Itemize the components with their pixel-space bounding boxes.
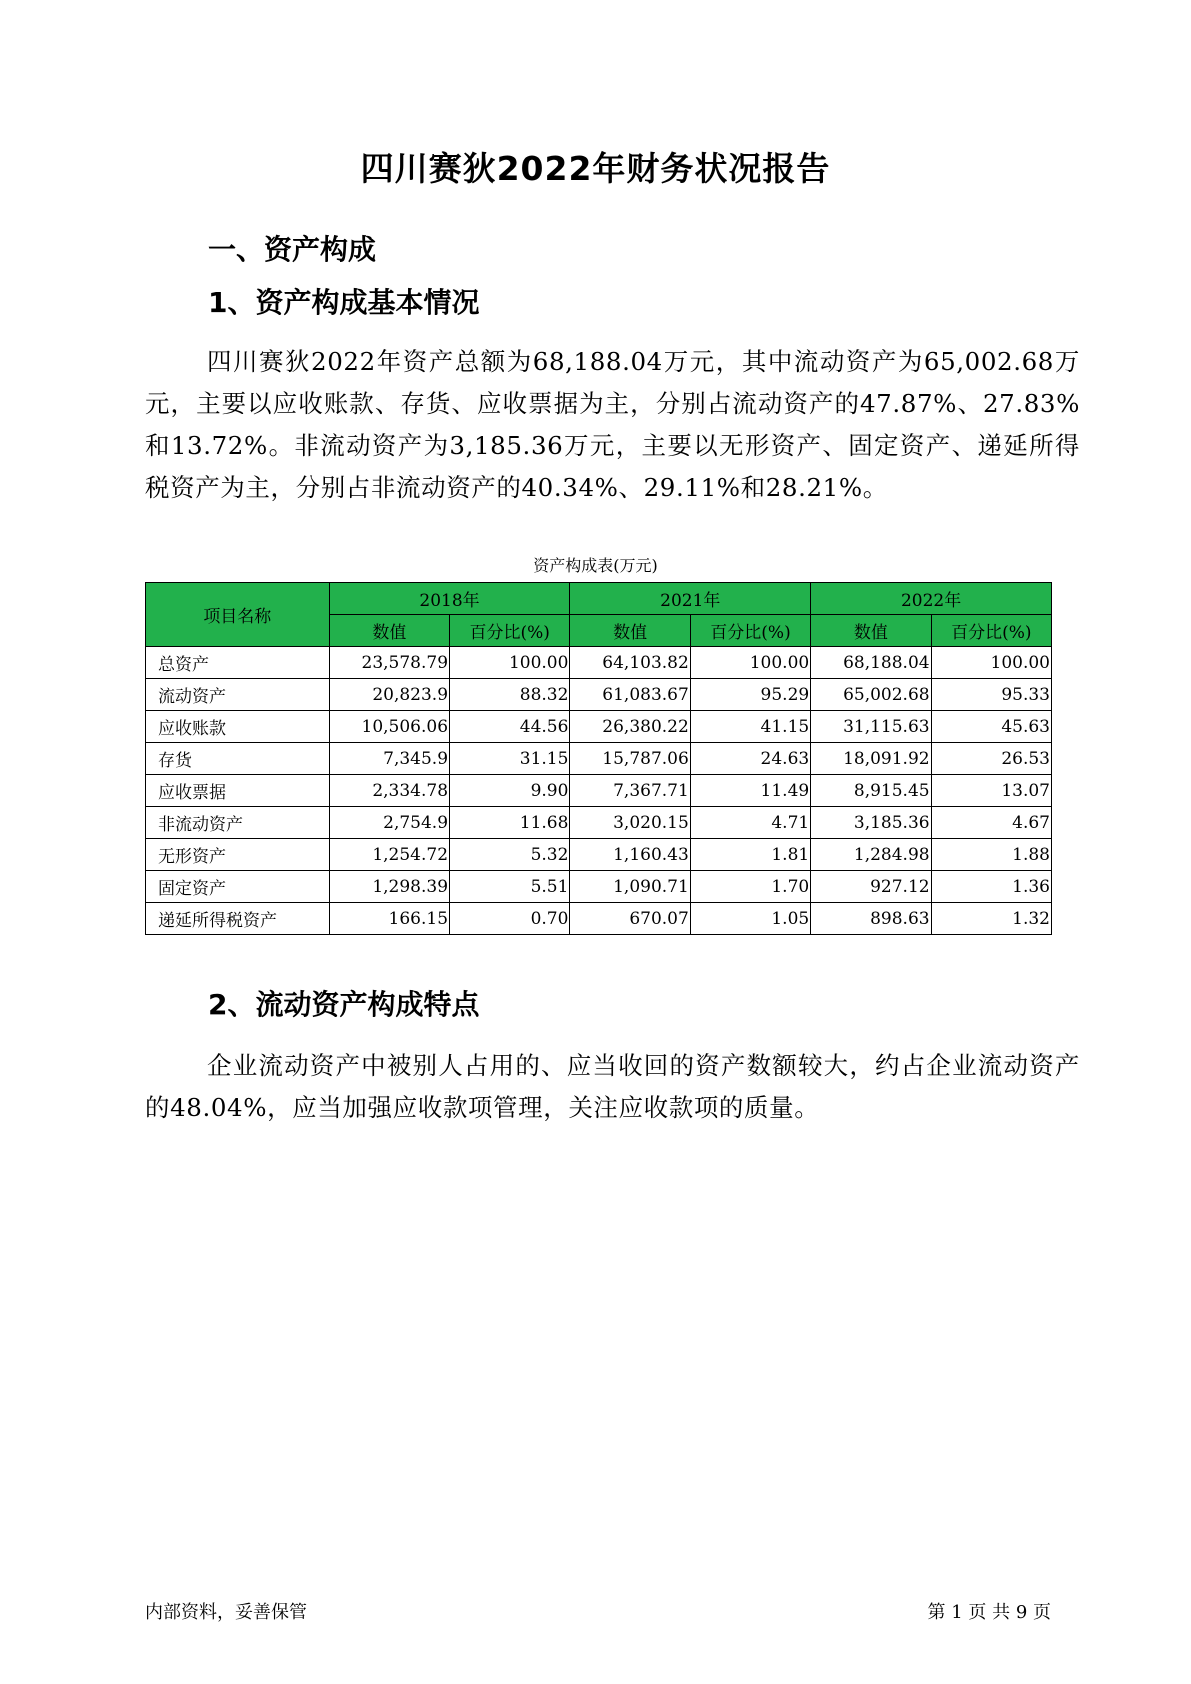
header-percent: 百分比(%) [690, 615, 810, 647]
header-value: 数值 [811, 615, 931, 647]
table-row [146, 903, 1052, 935]
percent-cell: 31.15 [450, 743, 570, 775]
value-cell: 7,345.9 [329, 743, 449, 775]
value-cell: 10,506.06 [329, 711, 449, 743]
row-label: 总资产 [146, 647, 330, 679]
table-row [146, 839, 1052, 871]
value-cell: 3,185.36 [811, 807, 931, 839]
row-label: 应收账款 [146, 711, 330, 743]
value-cell: 3,020.15 [570, 807, 690, 839]
percent-cell: 1.88 [931, 839, 1051, 871]
value-cell: 1,298.39 [329, 871, 449, 903]
asset-composition-table [145, 582, 1052, 935]
value-cell: 61,083.67 [570, 679, 690, 711]
percent-cell: 11.68 [450, 807, 570, 839]
value-cell: 1,090.71 [570, 871, 690, 903]
value-cell: 898.63 [811, 903, 931, 935]
header-percent: 百分比(%) [450, 615, 570, 647]
row-label: 流动资产 [146, 679, 330, 711]
percent-cell: 5.32 [450, 839, 570, 871]
value-cell: 26,380.22 [570, 711, 690, 743]
header-value: 数值 [329, 615, 449, 647]
percent-cell: 13.07 [931, 775, 1051, 807]
row-label: 存货 [146, 743, 330, 775]
table-row [146, 679, 1052, 711]
value-cell: 8,915.45 [811, 775, 931, 807]
value-cell: 1,254.72 [329, 839, 449, 871]
row-label: 应收票据 [146, 775, 330, 807]
table-row [146, 871, 1052, 903]
asset-summary-paragraph: 四川赛狄2022年资产总额为68,188.04万元，其中流动资产为65,002.68万元，主要以应收账款、存货、应收票据为主，分别占流动资产的47.87%、27.83%和13.72%。非流动资产为3,185.36万元，主要以无形资产、固定资产、递延所得税资产为主，分别占非流动资产的40.34%、29.11%和28.21%。 [145, 347, 1080, 502]
row-label: 非流动资产 [146, 807, 330, 839]
value-cell: 2,334.78 [329, 775, 449, 807]
percent-cell: 0.70 [450, 903, 570, 935]
header-year: 2018年 [329, 583, 570, 615]
row-label: 递延所得税资产 [146, 903, 330, 935]
header-item-name: 项目名称 [146, 583, 330, 647]
percent-cell: 24.63 [690, 743, 810, 775]
percent-cell: 4.67 [931, 807, 1051, 839]
percent-cell: 5.51 [450, 871, 570, 903]
report-title: 四川赛狄2022年财务状况报告 [360, 149, 831, 188]
table-row [146, 775, 1052, 807]
percent-cell: 26.53 [931, 743, 1051, 775]
table-row [146, 647, 1052, 679]
value-cell: 15,787.06 [570, 743, 690, 775]
percent-cell: 44.56 [450, 711, 570, 743]
subsection-heading-current-assets: 2、流动资产构成特点 [208, 988, 480, 1021]
header-year: 2021年 [570, 583, 811, 615]
current-assets-paragraph: 企业流动资产中被别人占用的、应当收回的资产数额较大，约占企业流动资产的48.04%，应当加强应收款项管理，关注应收款项的质量。 [145, 1051, 1080, 1122]
percent-cell: 1.32 [931, 903, 1051, 935]
header-year: 2022年 [811, 583, 1052, 615]
percent-cell: 88.32 [450, 679, 570, 711]
value-cell: 31,115.63 [811, 711, 931, 743]
value-cell: 1,160.43 [570, 839, 690, 871]
value-cell: 927.12 [811, 871, 931, 903]
value-cell: 64,103.82 [570, 647, 690, 679]
value-cell: 1,284.98 [811, 839, 931, 871]
table-row [146, 807, 1052, 839]
value-cell: 65,002.68 [811, 679, 931, 711]
subsection-heading-basic: 1、资产构成基本情况 [208, 286, 480, 319]
page-number: 第 1 页 共 9 页 [927, 1602, 1051, 1623]
percent-cell: 4.71 [690, 807, 810, 839]
value-cell: 2,754.9 [329, 807, 449, 839]
header-value: 数值 [570, 615, 690, 647]
section-heading-asset-composition: 一、资产构成 [208, 233, 377, 266]
percent-cell: 41.15 [690, 711, 810, 743]
header-percent: 百分比(%) [931, 615, 1051, 647]
percent-cell: 9.90 [450, 775, 570, 807]
value-cell: 18,091.92 [811, 743, 931, 775]
value-cell: 7,367.71 [570, 775, 690, 807]
table-row [146, 711, 1052, 743]
row-label: 固定资产 [146, 871, 330, 903]
value-cell: 166.15 [329, 903, 449, 935]
table-row [146, 743, 1052, 775]
value-cell: 23,578.79 [329, 647, 449, 679]
value-cell: 20,823.9 [329, 679, 449, 711]
percent-cell: 95.33 [931, 679, 1051, 711]
table-body [146, 647, 1052, 935]
value-cell: 670.07 [570, 903, 690, 935]
percent-cell: 95.29 [690, 679, 810, 711]
percent-cell: 45.63 [931, 711, 1051, 743]
footer-confidential-note: 内部资料，妥善保管 [145, 1602, 307, 1623]
value-cell: 68,188.04 [811, 647, 931, 679]
percent-cell: 1.05 [690, 903, 810, 935]
percent-cell: 1.36 [931, 871, 1051, 903]
percent-cell: 100.00 [931, 647, 1051, 679]
table-caption: 资产构成表(万元) [533, 556, 658, 575]
percent-cell: 100.00 [690, 647, 810, 679]
percent-cell: 11.49 [690, 775, 810, 807]
percent-cell: 100.00 [450, 647, 570, 679]
percent-cell: 1.70 [690, 871, 810, 903]
percent-cell: 1.81 [690, 839, 810, 871]
row-label: 无形资产 [146, 839, 330, 871]
